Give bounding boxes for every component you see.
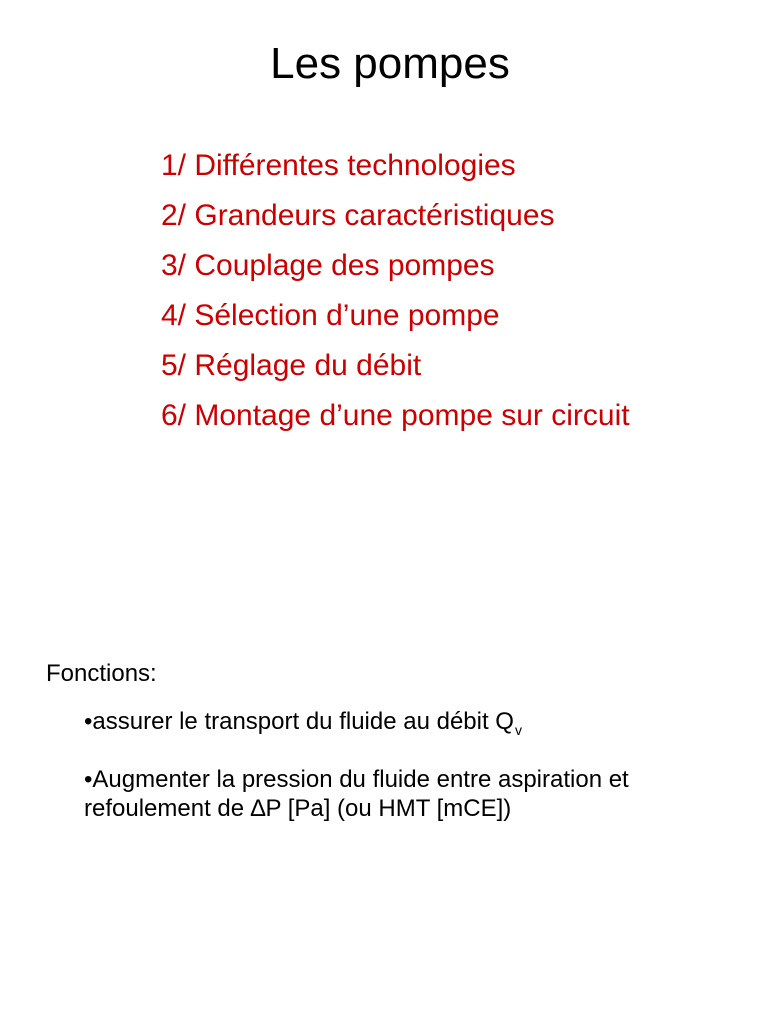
outline-item-3: 3/ Couplage des pompes: [161, 249, 495, 282]
bullet-icon: •: [84, 766, 93, 793]
function-item-pressure: [84, 765, 726, 823]
outline-item-2: 2/ Grandeurs caractéristiques: [161, 199, 555, 232]
outline-item-5: 5/ Réglage du débit: [161, 349, 422, 382]
function-text-transport: assurer le transport du fluide au débit Q: [92, 708, 514, 735]
outline-item-6: 6/ Montage d’une pompe sur circuit: [161, 399, 630, 432]
outline-item-4: 4/ Sélection d’une pompe: [161, 299, 500, 332]
function-item-transport: [84, 707, 726, 745]
functions-heading: Fonctions:: [46, 660, 157, 687]
flow-subscript: v: [514, 722, 522, 738]
functions-section: [46, 660, 726, 823]
outline-item-1: 1/ Différentes technologies: [161, 149, 516, 182]
functions-list: [46, 707, 726, 823]
bullet-icon: •: [84, 708, 93, 735]
function-text-pressure: Augmenter la pression du fluide entre aspiration et refoulement de ∆P [Pa] (ou HMT [mCE]): [84, 766, 629, 822]
slide-title: Les pompes: [270, 39, 510, 88]
outline-list: [161, 146, 631, 436]
